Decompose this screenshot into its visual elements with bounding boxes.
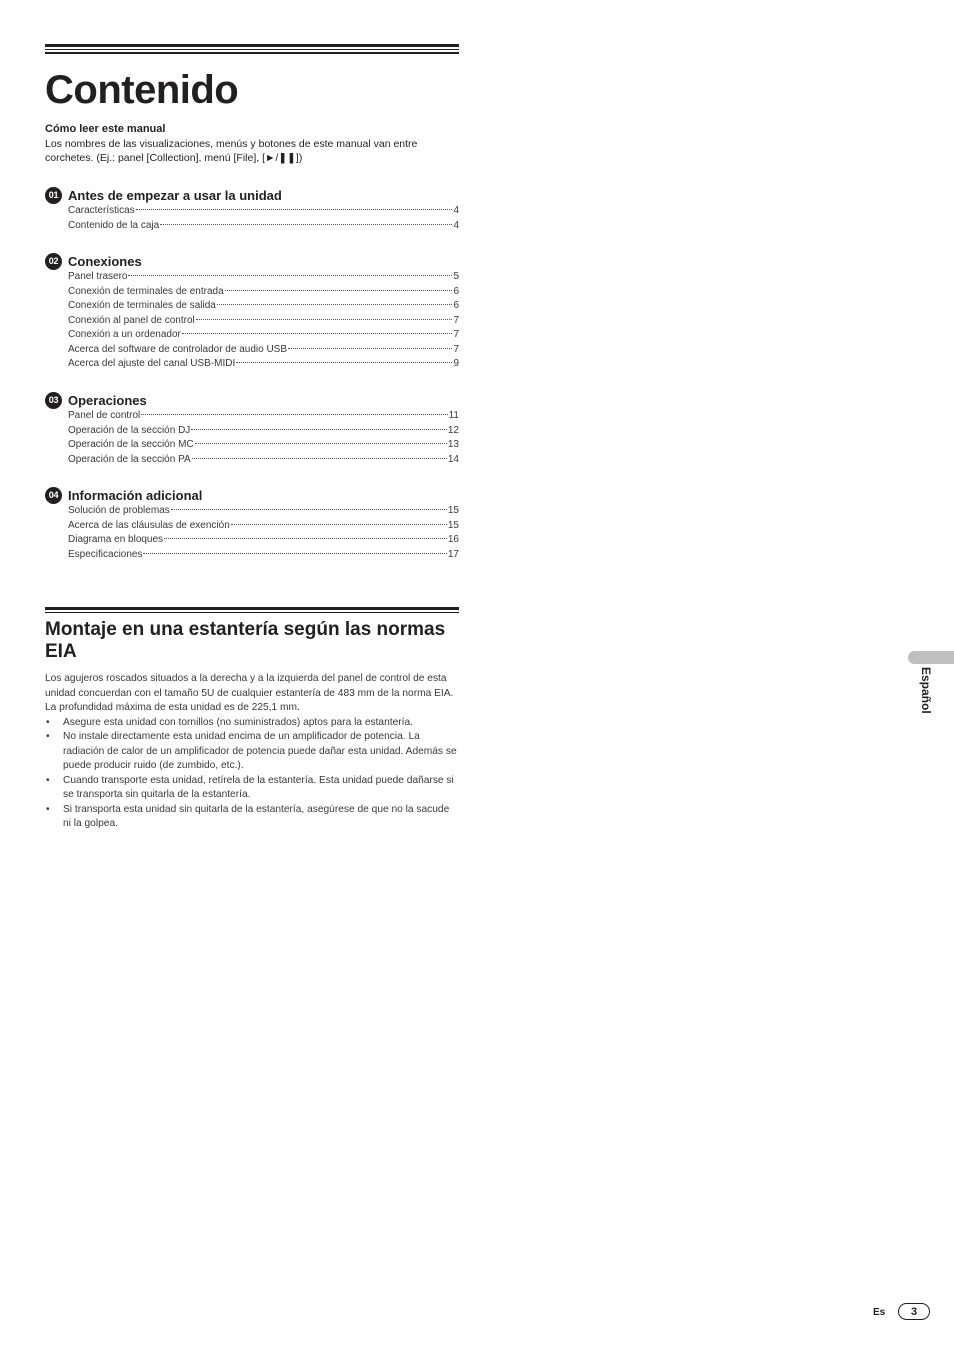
bullet-item: • No instale directamente esta unidad encima de un amplificador de potencia. La radiación de calor de un amplificador de potencia puede dañar esta unidad. Además se puede producir ruido (de zumbido, etc.). [45, 730, 459, 774]
section-title: Antes de empezar a usar la unidad [68, 187, 282, 203]
language-tab-marker [908, 651, 954, 664]
toc-entry[interactable]: Conexión al panel de control 7 [68, 314, 459, 326]
bullet-item: • Asegure esta unidad con tornillos (no suministrados) aptos para la estantería. [45, 716, 459, 731]
toc-entry[interactable]: Diagrama en bloques 16 [68, 534, 459, 545]
toc-entry[interactable]: Acerca del ajuste del canal USB-MIDI 9 [68, 358, 459, 369]
rack-mount-heading: Montaje en una estantería según las normas EIA [45, 619, 446, 662]
rack-mount-bullets [45, 716, 459, 832]
toc-entry[interactable]: Acerca del software de controlador de audio USB 7 [68, 343, 459, 355]
toc-entry[interactable]: Solución de problemas 15 [68, 505, 459, 516]
how-to-text: Los nombres de las visualizaciones, menús y botones de este manual van entre corchetes. (Ej.: panel [Collection], menú [File], [►/❚❚]) [45, 138, 418, 164]
toc-section-03 [45, 391, 459, 467]
toc-entry[interactable]: Contenido de la caja 4 [68, 219, 459, 231]
section-title: Conexiones [68, 253, 142, 269]
toc-entry[interactable]: Panel trasero 5 [68, 271, 459, 282]
rack-mount-body [45, 672, 459, 832]
rack-mount-intro: Los agujeros roscados situados a la derecha y a la izquierda del panel de control de esta unidad concuerdan con el tamaño 5U de cualquier estantería de 483 mm de la norma EIA. La profundidad máxima de esta unidad es de 225,1 mm. [45, 673, 454, 713]
language-tab-label: Español [919, 667, 933, 714]
bullet-item: • Cuando transporte esta unidad, retírela de la estantería. Esta unidad puede dañarse si se transporta sin quitarla de la estantería. [45, 774, 459, 803]
toc-entry[interactable]: Conexión de terminales de salida 6 [68, 300, 459, 311]
page-number: 3 [898, 1303, 930, 1320]
section-number-badge: 02 [45, 253, 62, 270]
footer-language-code: Es [873, 1307, 886, 1318]
toc-section-01 [45, 186, 459, 233]
toc-entry[interactable]: Características 4 [68, 205, 459, 216]
page-title: Contenido [45, 68, 239, 112]
title-rule [45, 44, 459, 56]
toc-section-04 [45, 486, 459, 562]
section-number-badge: 04 [45, 487, 62, 504]
toc-section-02 [45, 252, 459, 372]
toc-entry[interactable]: Especificaciones 17 [68, 548, 459, 560]
toc-entry[interactable]: Acerca de las cláusulas de exención 15 [68, 519, 459, 531]
toc-entry[interactable]: Operación de la sección PA 14 [68, 453, 459, 465]
section-number-badge: 03 [45, 392, 62, 409]
section-number-badge: 01 [45, 187, 62, 204]
toc-entry[interactable]: Conexión de terminales de entrada 6 [68, 285, 459, 297]
toc-entry[interactable]: Conexión a un ordenador 7 [68, 329, 459, 340]
toc-entry[interactable]: Operación de la sección MC 13 [68, 439, 459, 450]
how-to-heading: Cómo leer este manual [45, 123, 166, 135]
toc-entry[interactable]: Operación de la sección DJ 12 [68, 424, 459, 436]
section-title: Información adicional [68, 487, 203, 503]
section-title: Operaciones [68, 392, 147, 408]
how-to-read-block [45, 122, 459, 165]
toc-entry[interactable]: Panel de control 11 [68, 410, 459, 421]
section-rule [45, 607, 459, 613]
bullet-item: • Si transporta esta unidad sin quitarla de la estantería, asegúrese de que no la sacude ni la golpea. [45, 803, 459, 832]
